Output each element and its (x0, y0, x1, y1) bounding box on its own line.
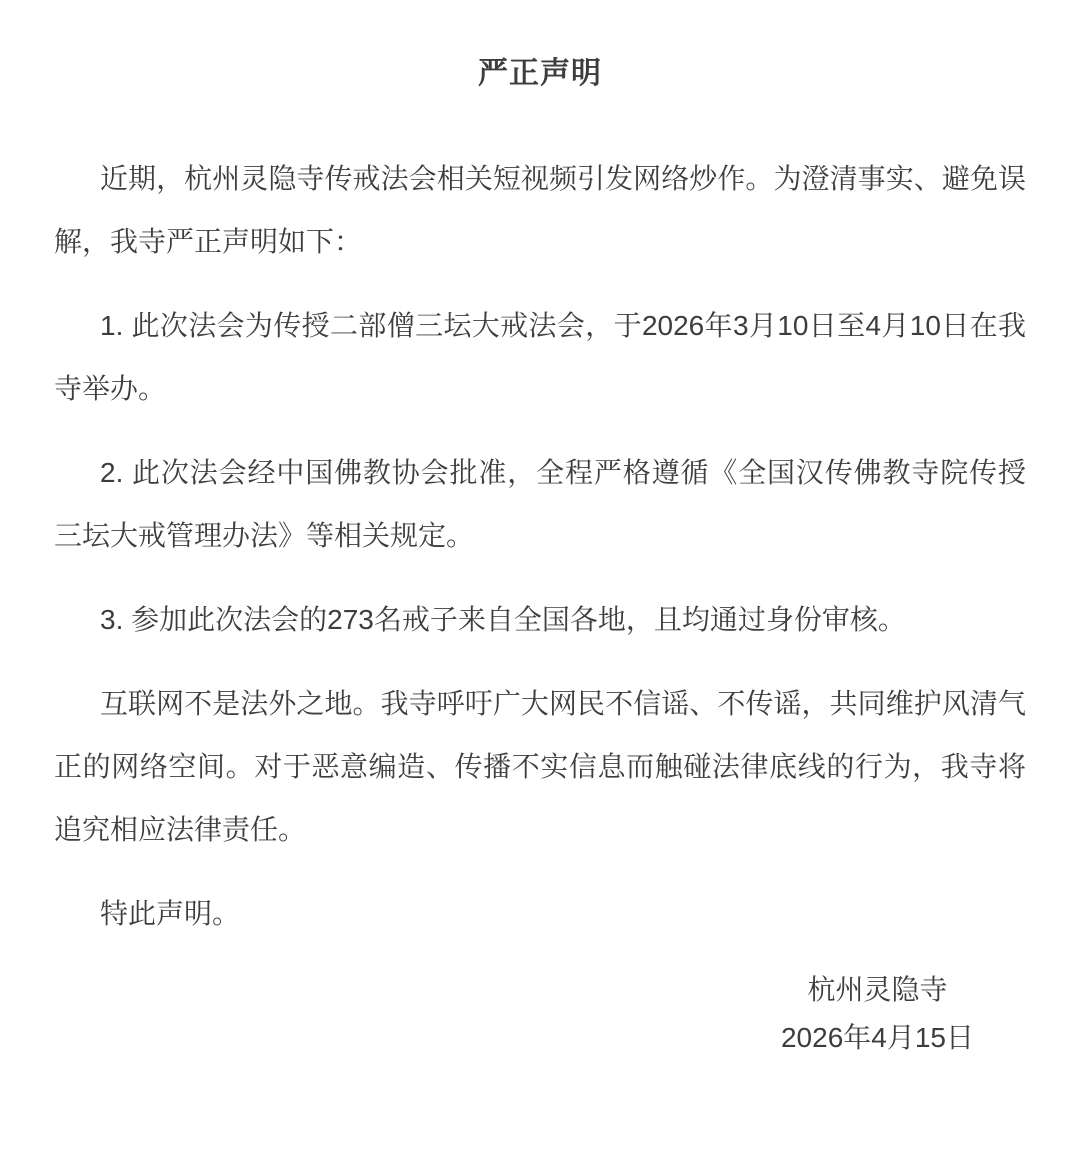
hereby-statement-line: 特此声明。 (100, 898, 241, 929)
statement-item-1: 1. 此次法会为传授二部僧三坛大戒法会，于2026年3月10日至4月10日在我寺举办。 (54, 310, 1026, 404)
signature-date: 2026年4月15日 (780, 1022, 974, 1053)
statement-item-3: 3. 参加此次法会的273名戒子来自全国各地，且均通过身份审核。 (100, 604, 906, 635)
statement-document (0, 53, 1080, 1062)
statement-item-2: 2. 此次法会经中国佛教协会批准，全程严格遵循《全国汉传佛教寺院传授三坛大戒管理办法》等相关规定。 (54, 457, 1026, 551)
signature-block (781, 966, 974, 1062)
document-title: 严正声明 (478, 57, 602, 90)
intro-paragraph: 近期，杭州灵隐寺传戒法会相关短视频引发网络炒作。为澄清事实、避免误解，我寺严正声明如下： (54, 163, 1026, 257)
closing-warning-paragraph: 互联网不是法外之地。我寺呼吁广大网民不信谣、不传谣，共同维护风清气正的网络空间。对于恶意编造、传播不实信息而触碰法律底线的行为，我寺将追究相应法律责任。 (54, 688, 1026, 845)
signature-name: 杭州灵隐寺 (807, 974, 948, 1005)
